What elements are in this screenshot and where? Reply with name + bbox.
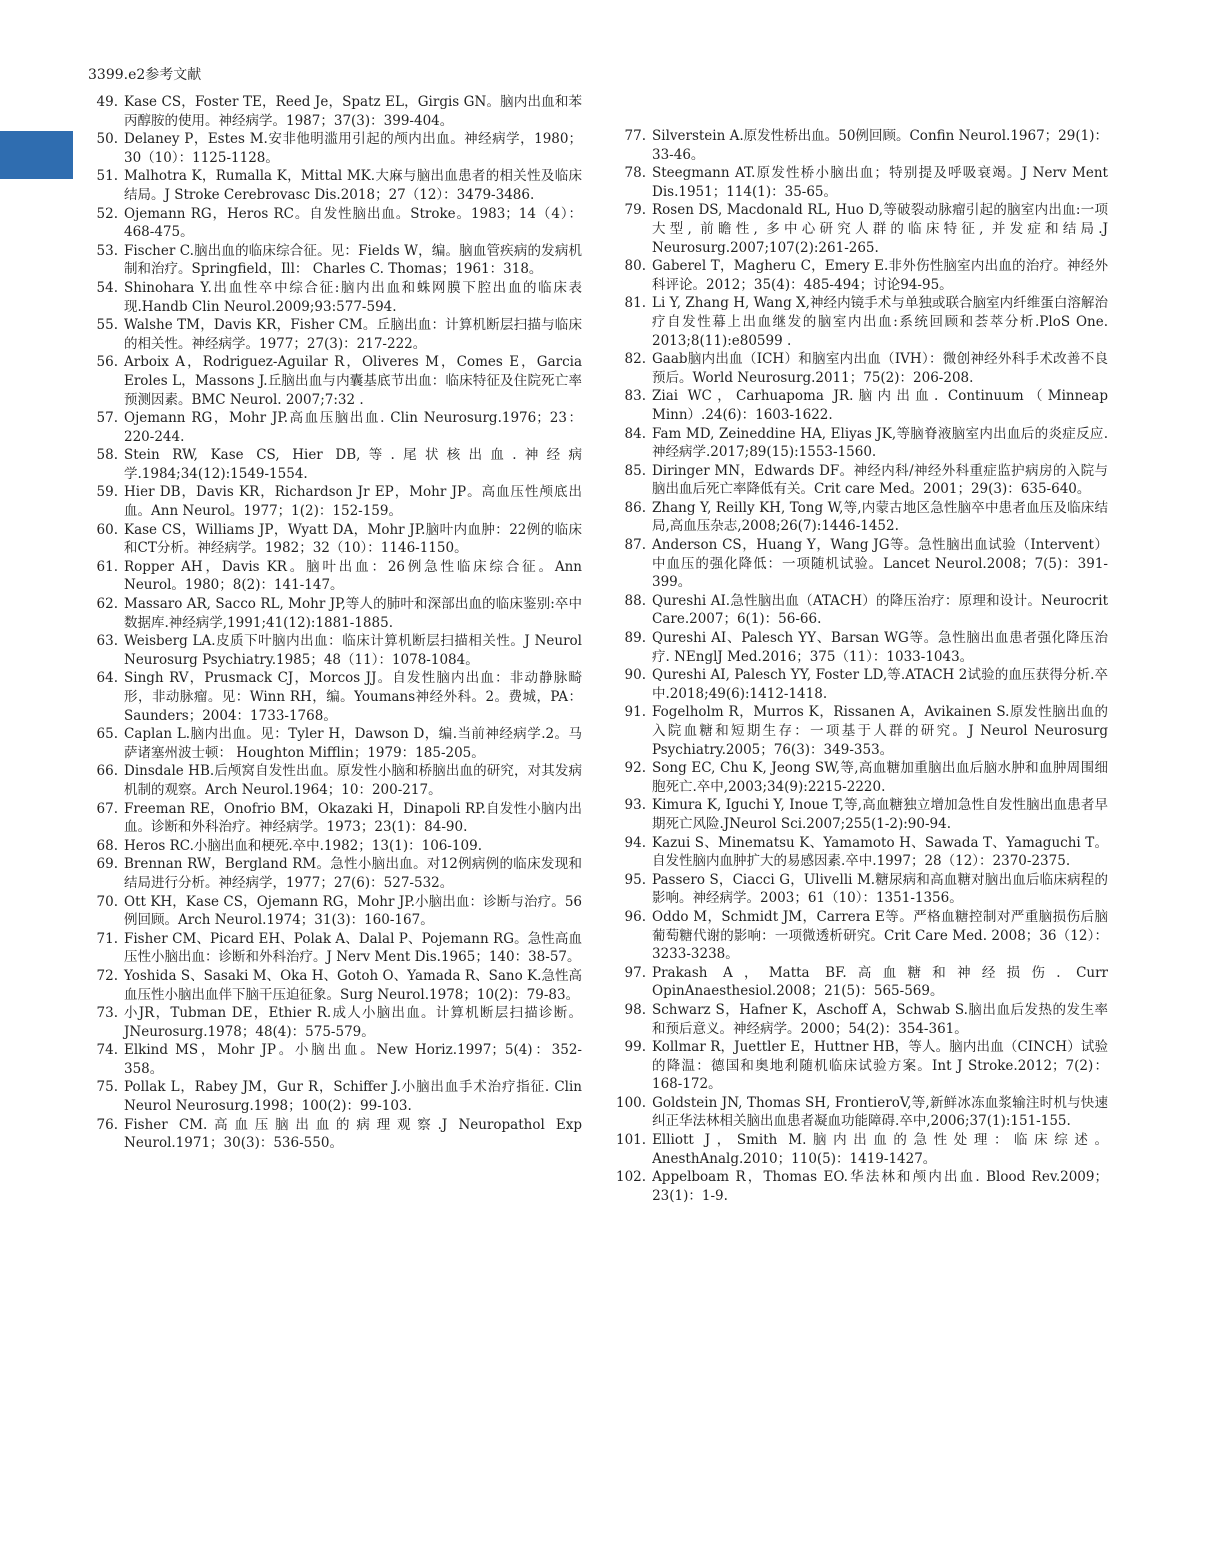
- reference-text: Freeman RE，Onofrio BM，Okazaki H，Dinapoli RP.自发性小脑内出血。诊断和外科治疗。神经病学。1973；23(1)：84-90.: [124, 800, 582, 836]
- reference-item: [88, 800, 582, 837]
- reference-item: [616, 499, 1108, 536]
- reference-text: Ojemann RG，Heros RC。自发性脑出血。Stroke。1983；14（4）：468-475。: [124, 205, 582, 241]
- reference-text: Malhotra K，Rumalla K，Mittal MK.大麻与脑出血患者的相关性及临床结局。J Stroke Cerebrovasc Dis.2018；27（12）：3479-3486.: [124, 168, 582, 203]
- reference-text: Schwarz S，Hafner K，Aschoff A，Schwab S.脑出血后发热的发生率和预后意义。神经病学。2000；54(2)：354-361。: [652, 1001, 1108, 1037]
- reference-number: 59.: [96, 484, 118, 501]
- reference-number: 79.: [624, 202, 646, 219]
- reference-text: Oddo M，Schmidt JM，Carrera E等。严格血糖控制对严重脑损伤后脑葡萄糖代谢的影响：一项微透析研究。Crit Care Med. 2008；36（12）：3233-3238。: [652, 908, 1108, 963]
- reference-number: 80.: [624, 258, 646, 275]
- reference-item: [616, 759, 1108, 796]
- reference-item: [616, 964, 1108, 1001]
- reference-item: [88, 855, 582, 892]
- reference-item: [88, 893, 582, 930]
- reference-number: 73.: [96, 1005, 118, 1022]
- reference-text: Elliott J，Smith M.脑内出血的急性处理：临床综述。AnesthAnalg.2010；110(5)：1419-1427。: [652, 1132, 1108, 1167]
- reference-text: Prakash A，Matta BF.高血糖和神经损伤. Curr OpinAnaesthesiol.2008；21(5)：565-569。: [652, 964, 1108, 1000]
- reference-item: [88, 930, 582, 967]
- reference-item: [616, 462, 1108, 499]
- reference-text: Ott KH，Kase CS，Ojemann RG，Mohr JP.小脑出血：诊断与治疗。56例回顾。Arch Neurol.1974；31(3)：160-167。: [124, 893, 582, 929]
- reference-number: 61.: [96, 558, 118, 575]
- reference-number: 60.: [96, 521, 118, 538]
- reference-number: 97.: [624, 964, 646, 981]
- reference-text: Elkind MS，Mohr JP。小脑出血。New Horiz.1997；5(4)：352-358。: [124, 1042, 582, 1077]
- reference-number: 77.: [624, 128, 646, 144]
- reference-item: [88, 409, 582, 446]
- reference-number: 82.: [624, 351, 646, 368]
- reference-number: 56.: [96, 354, 118, 371]
- reference-text: Kazui S、Minematsu K、Yamamoto H、Sawada T、Yamaguchi T。自发性脑内血肿扩大的易感因素.卒中.1997；28（12）：2370-2375.: [652, 834, 1108, 870]
- reference-text: Dinsdale HB.后颅窝自发性出血。原发性小脑和桥脑出血的研究，对其发病机制的观察。Arch Neurol.1964；10：200-217。: [124, 763, 582, 798]
- reference-number: 69.: [96, 856, 118, 873]
- reference-number: 54.: [96, 279, 118, 296]
- reference-item: [616, 908, 1108, 964]
- reference-text: Ojemann RG，Mohr JP.高血压脑出血. Clin Neurosurg.1976；23：220-244.: [124, 410, 582, 445]
- reference-text: Hier DB，Davis KR，Richardson Jr EP，Mohr JP。高血压性颅底出血。Ann Neurol。1977；1(2)：152-159。: [124, 484, 582, 520]
- reference-item: [88, 279, 582, 316]
- reference-text: Delaney P，Estes M.安非他明滥用引起的颅内出血。神经病学，1980；30（10）：1125-1128。: [124, 131, 582, 166]
- reference-item: [88, 242, 582, 279]
- reference-text: Fisher CM、Picard EH、Polak A、Dalal P、Pojemann RG。急性高血压性小脑出血：诊断和外科治疗。J Nerv Ment Dis.1965；140：38-57。: [124, 930, 582, 966]
- reference-text: Pollak L，Rabey JM，Gur R，Schiffer J.小脑出血手术治疗指征. Clin Neurol Neurosurg.1998；100(2)：99-103.: [124, 1079, 582, 1115]
- reference-number: 52.: [96, 205, 118, 222]
- reference-text: Goldstein JN, Thomas SH, FrontieroV,等,新鲜冰冻血浆输注时机与快速纠正华法林相关脑出血患者凝血功能障碍.卒中,2006;37(1):151-155.: [652, 1094, 1108, 1130]
- reference-item: [616, 536, 1108, 592]
- reference-number: 86.: [624, 499, 646, 516]
- reference-text: Zhang Y, Reilly KH, Tong W,等,内蒙古地区急性脑卒中患者血压及临床结局,高血压杂志,2008;26(7):1446-1452.: [652, 499, 1108, 535]
- reference-item: [88, 595, 582, 632]
- reference-item: [88, 521, 582, 558]
- section-accent-bar: [0, 131, 73, 179]
- page-header: 3399.e2参考文献: [88, 67, 202, 83]
- reference-number: 92.: [624, 760, 646, 777]
- reference-text: Steegmann AT.原发性桥小脑出血；特别提及呼吸衰竭。J Nerv Ment Dis.1951；114(1)：35-65。: [652, 165, 1108, 200]
- reference-text: Brennan RW，Bergland RM。急性小脑出血。对12例病例的临床发现和结局进行分析。神经病学，1977；27(6)：527-532。: [124, 856, 582, 891]
- reference-text: Kollmar R，Juettler E，Huttner HB，等人。脑内出血（CINCH）试验的降温：德国和奥地利随机临床试验方案。Int J Stroke.2012；7(2)：168-172。: [652, 1039, 1108, 1093]
- reference-item: [616, 350, 1108, 387]
- reference-number: 67.: [96, 800, 118, 817]
- reference-item: [88, 316, 582, 353]
- reference-text: Heros RC.小脑出血和梗死.卒中.1982；13(1)：106-109.: [124, 837, 482, 854]
- reference-text: Fischer C.脑出血的临床综合征。见：Fields W，编。脑血管疾病的发病机制和治疗。Springfield，Ill： Charles C. Thomas；1961：318。: [124, 242, 582, 278]
- reference-item: [616, 796, 1108, 833]
- reference-number: 95.: [624, 871, 646, 888]
- reference-number: 70.: [96, 893, 118, 910]
- reference-text: Fam MD, Zeineddine HA, Eliyas JK,等脑脊液脑室内出血后的炎症反应.神经病学.2017;89(15):1553-1560.: [652, 425, 1108, 461]
- reference-item: [616, 201, 1108, 257]
- reference-text: Ropper AH，Davis KR。脑叶出血：26例急性临床综合征。Ann Neurol。1980；8(2)：141-147。: [124, 558, 582, 594]
- reference-number: 78.: [624, 165, 646, 182]
- reference-number: 75.: [96, 1079, 118, 1096]
- reference-text: Anderson CS，Huang Y，Wang JG等。急性脑出血试验（Intervent）中血压的强化降低：一项随机试验。Lancet Neurol.2008；7(5)：391-399。: [652, 537, 1108, 591]
- reference-number: 87.: [624, 537, 646, 554]
- reference-item: [616, 1038, 1108, 1094]
- reference-number: 58.: [96, 447, 118, 464]
- reference-text: Ziai WC，Carhuapoma JR.脑内出血. Continuum（Minneap Minn）.24(6)：1603-1622.: [652, 388, 1108, 423]
- reference-text: Passero S，Ciacci G，Ulivelli M.糖尿病和高血糖对脑出血后临床病程的影响。神经病学。2003；61（10）：1351-1356。: [652, 871, 1108, 907]
- reference-number: 89.: [624, 630, 646, 647]
- reference-item: [616, 294, 1108, 350]
- reference-number: 76.: [96, 1116, 118, 1133]
- reference-item: [88, 446, 582, 483]
- reference-text: Gaab脑内出血（ICH）和脑室内出血（IVH）：微创神经外科手术改善不良预后。World Neurosurg.2011；75(2)：206-208.: [652, 351, 1108, 386]
- reference-text: Weisberg LA.皮质下叶脑内出血：临床计算机断层扫描相关性。J Neurol Neurosurg Psychiatry.1985；48（11）：1078-1084。: [124, 633, 582, 668]
- reference-item: [616, 127, 1108, 164]
- reference-number: 65.: [96, 726, 118, 743]
- reference-number: 53.: [96, 242, 118, 259]
- reference-text: Kase CS，Foster TE，Reed Je，Spatz EL，Girgis GN。脑内出血和苯丙醇胺的使用。神经病学。1987；37(3)：399-404。: [124, 94, 582, 129]
- reference-number: 81.: [624, 295, 646, 312]
- reference-number: 96.: [624, 908, 646, 925]
- reference-text: Qureshi AI, Palesch YY, Foster LD,等.ATACH 2试验的血压获得分析.卒中.2018;49(6):1412-1418.: [652, 667, 1108, 702]
- reference-text: Massaro AR, Sacco RL, Mohr JP,等人的肺叶和深部出血的临床鉴别:卒中数据库.神经病学,1991;41(12):1881-1885.: [124, 596, 582, 631]
- reference-number: 99.: [624, 1039, 646, 1056]
- reference-item: [616, 592, 1108, 629]
- reference-number: 64.: [96, 670, 118, 687]
- reference-text: Rosen DS, Macdonald RL, Huo D,等破裂动脉瘤引起的脑室内出血:一项大型, 前瞻性, 多中心研究人群的临床特征, 并发症和结局.J Neurosurg.2007;107(2):261-265.: [652, 202, 1108, 256]
- reference-text: Silverstein A.原发性桥出血。50例回顾。Confin Neurol.1967；29(1)：33-46。: [652, 128, 1108, 163]
- reference-item: [88, 1004, 582, 1041]
- reference-text: Qureshi AI.急性脑出血（ATACH）的降压治疗：原理和设计。Neurocrit Care.2007；6(1)：56-66.: [652, 592, 1108, 628]
- reference-item: [616, 1131, 1108, 1168]
- reference-number: 94.: [624, 834, 646, 851]
- reference-number: 102.: [616, 1169, 647, 1186]
- reference-item: [88, 558, 582, 595]
- reference-column-right: [616, 127, 1108, 1205]
- reference-number: 51.: [96, 168, 118, 185]
- reference-number: 72.: [96, 967, 118, 984]
- reference-item: [616, 257, 1108, 294]
- reference-item: [616, 666, 1108, 703]
- reference-text: Diringer MN，Edwards DF。神经内科/神经外科重症监护病房的入院与脑出血后死亡率降低有关。Crit care Med。2001；29(3)：635-640。: [652, 462, 1108, 498]
- reference-text: Gaberel T，Magheru C，Emery E.非外伤性脑室内出血的治疗。神经外科评论。2012；35(4)：485-494；讨论94-95。: [652, 258, 1108, 293]
- reference-number: 68.: [96, 837, 118, 854]
- reference-text: Song EC, Chu K, Jeong SW,等,高血糖加重脑出血后脑水肿和血肿周围细胞死亡.卒中,2003;34(9):2215-2220.: [652, 760, 1108, 795]
- reference-text: Singh RV，Prusmack CJ，Morcos JJ。自发性脑内出血：非动静脉畸形，非动脉瘤。见：Winn RH，编。Youmans神经外科。2。费城，PA：Saunders；2004：1733-1768。: [124, 670, 582, 724]
- reference-item: [88, 353, 582, 409]
- reference-item: [88, 483, 582, 520]
- reference-item: [88, 130, 582, 167]
- reference-text: Arboix A，Rodriguez-Aguilar R，Oliveres M，Comes E，Garcia Eroles L，Massons J.丘脑出血与内囊基底节出血：临床特征及住院死亡率预测因素。BMC Neurol. 2007;7:32 .: [124, 354, 582, 408]
- reference-number: 62.: [96, 596, 118, 613]
- reference-item: [88, 967, 582, 1004]
- reference-text: Appelboam R，Thomas EO.华法林和颅内出血. Blood Rev.2009；23(1)：1-9.: [652, 1169, 1108, 1204]
- reference-item: [88, 167, 582, 204]
- reference-item: [88, 1078, 582, 1115]
- reference-item: [616, 871, 1108, 908]
- reference-item: [616, 164, 1108, 201]
- reference-item: [88, 669, 582, 725]
- reference-text: Fogelholm R，Murros K，Rissanen A，Avikainen S.原发性脑出血的入院血糖和短期生存：一项基于人群的研究。J Neurol Neurosurg Psychiatry.2005；76(3)：349-353。: [652, 704, 1108, 758]
- reference-number: 55.: [96, 317, 118, 334]
- reference-item: [616, 425, 1108, 462]
- reference-number: 50.: [96, 131, 118, 148]
- reference-number: 101.: [616, 1132, 647, 1149]
- reference-number: 74.: [96, 1042, 118, 1059]
- reference-text: Li Y, Zhang H, Wang X,神经内镜手术与单独或联合脑室内纤维蛋白溶解治疗自发性幕上出血继发的脑室内出血:系统回顾和荟萃分析.PloS One. 2013;8(11):e80599 .: [652, 295, 1108, 349]
- reference-number: 85.: [624, 462, 646, 479]
- reference-number: 71.: [96, 930, 118, 947]
- reference-column-left: [88, 93, 582, 1153]
- reference-text: Caplan L.脑内出血。见：Tyler H，Dawson D，编.当前神经病学.2。马萨诸塞州波士顿： Houghton Mifflin；1979：185-205。: [124, 726, 582, 761]
- reference-text: Yoshida S、Sasaki M、Oka H、Gotoh O、Yamada R、Sano K.急性高血压性小脑出血伴下脑干压迫征象。Surg Neurol.1978；10(2)：79-83。: [124, 967, 582, 1003]
- reference-item: [616, 629, 1108, 666]
- reference-text: Shinohara Y.出血性卒中综合征:脑内出血和蛛网膜下腔出血的临床表现.Handb Clin Neurol.2009;93:577-594.: [124, 279, 582, 315]
- reference-number: 93.: [624, 797, 646, 814]
- reference-number: 91.: [624, 704, 646, 721]
- reference-number: 88.: [624, 592, 646, 609]
- reference-text: Kimura K, Iguchi Y, Inoue T,等,高血糖独立增加急性自发性脑出血患者早期死亡风险.JNeurol Sci.2007;255(1-2):90-94.: [652, 797, 1108, 832]
- reference-text: Fisher CM.高血压脑出血的病理观察.J Neuropathol Exp Neurol.1971；30(3)：536-550。: [124, 1116, 582, 1152]
- reference-number: 98.: [624, 1001, 646, 1018]
- reference-item: [88, 1041, 582, 1078]
- reference-item: [88, 725, 582, 762]
- reference-item: [616, 387, 1108, 424]
- reference-text: 小JR，Tubman DE，Ethier R.成人小脑出血。计算机断层扫描诊断。JNeurosurg.1978；48(4)：575-579。: [124, 1005, 582, 1040]
- reference-number: 49.: [96, 94, 118, 110]
- reference-item: [616, 834, 1108, 871]
- reference-number: 84.: [624, 425, 646, 442]
- reference-text: Qureshi AI、Palesch YY、Barsan WG等。急性脑出血患者强化降压治疗. NEnglJ Med.2016；375（11）：1033-1043。: [652, 630, 1108, 665]
- reference-number: 66.: [96, 763, 118, 780]
- reference-item: [616, 703, 1108, 759]
- reference-text: Stein RW, Kase CS, Hier DB,等.尾状核出血.神经病学.1984;34(12):1549-1554.: [124, 447, 582, 482]
- reference-number: 57.: [96, 410, 118, 427]
- reference-item: [88, 632, 582, 669]
- reference-item: [88, 837, 582, 856]
- reference-number: 63.: [96, 633, 118, 650]
- reference-item: [88, 205, 582, 242]
- reference-item: [616, 1001, 1108, 1038]
- reference-item: [88, 93, 582, 130]
- reference-item: [616, 1094, 1108, 1131]
- reference-number: 83.: [624, 388, 646, 405]
- reference-item: [616, 1168, 1108, 1205]
- reference-text: Walshe TM，Davis KR，Fisher CM。丘脑出血：计算机断层扫描与临床的相关性。神经病学。1977；27(3)：217-222。: [124, 317, 582, 352]
- reference-text: Kase CS，Williams JP，Wyatt DA，Mohr JP.脑叶内血肿：22例的临床和CT分析。神经病学。1982；32（10）：1146-1150。: [124, 521, 582, 557]
- reference-item: [88, 1116, 582, 1153]
- reference-number: 90.: [624, 667, 646, 684]
- reference-item: [88, 762, 582, 799]
- reference-number: 100.: [616, 1094, 647, 1111]
